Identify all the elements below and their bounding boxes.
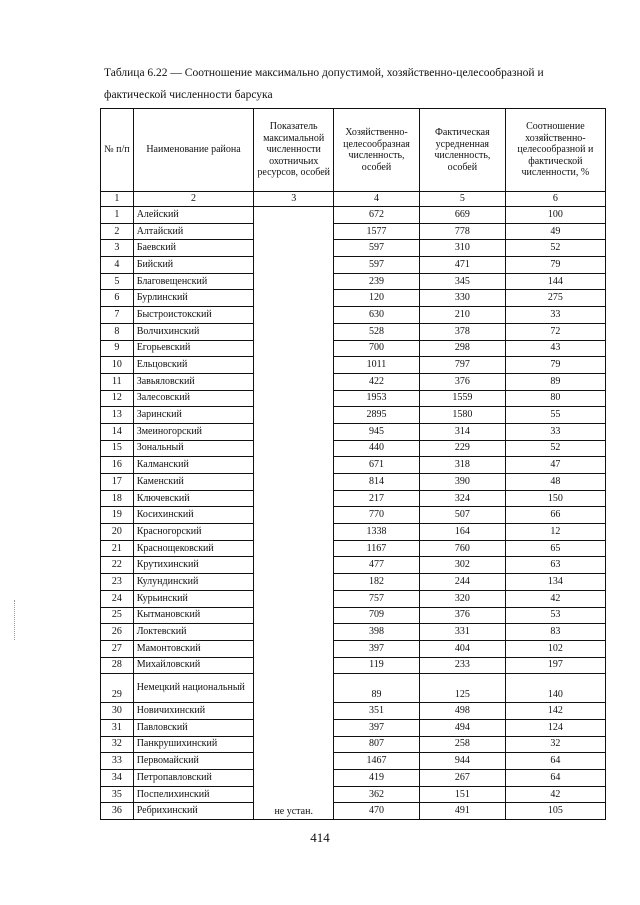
header-max: Показатель максимальной численности охотничьих ресурсов, особей: [254, 109, 334, 192]
fact-population-cell: 229: [419, 440, 505, 457]
district-name-cell: Ключевский: [133, 490, 254, 507]
district-name-cell: Волчихинский: [133, 323, 254, 340]
row-number-cell: 6: [101, 290, 134, 307]
econ-population-cell: 597: [334, 257, 420, 274]
district-name-cell: Немецкий национальный: [133, 674, 254, 703]
econ-population-cell: 757: [334, 590, 420, 607]
fact-population-cell: 376: [419, 607, 505, 624]
econ-population-cell: 1167: [334, 540, 420, 557]
district-name-cell: Первомайский: [133, 753, 254, 770]
table-row: [101, 507, 606, 524]
header-name: Наименование района: [133, 109, 254, 192]
table-row: [101, 257, 606, 274]
table-row: [101, 703, 606, 720]
econ-population-cell: 700: [334, 340, 420, 357]
fact-population-cell: 507: [419, 507, 505, 524]
fact-population-cell: 345: [419, 273, 505, 290]
econ-population-cell: 89: [334, 674, 420, 703]
table-row: [101, 407, 606, 424]
fact-population-cell: 760: [419, 540, 505, 557]
ratio-cell: 52: [505, 440, 605, 457]
row-number-cell: 36: [101, 803, 134, 820]
fact-population-cell: 471: [419, 257, 505, 274]
econ-population-cell: 419: [334, 770, 420, 787]
row-number-cell: 31: [101, 719, 134, 736]
row-number-cell: 17: [101, 474, 134, 491]
row-number-cell: 28: [101, 657, 134, 674]
table-row: [101, 423, 606, 440]
ratio-cell: 12: [505, 524, 605, 541]
district-name-cell: Калманский: [133, 457, 254, 474]
row-number-cell: 24: [101, 590, 134, 607]
district-name-cell: Заринский: [133, 407, 254, 424]
row-number-cell: 25: [101, 607, 134, 624]
ratio-cell: 79: [505, 257, 605, 274]
table-row: [101, 440, 606, 457]
row-number-cell: 30: [101, 703, 134, 720]
ratio-cell: 66: [505, 507, 605, 524]
ratio-cell: 32: [505, 736, 605, 753]
ratio-cell: 64: [505, 753, 605, 770]
row-number-cell: 14: [101, 423, 134, 440]
district-name-cell: Павловский: [133, 719, 254, 736]
row-number-cell: 34: [101, 770, 134, 787]
header-fact: Фактическая усредненная численность, особей: [419, 109, 505, 192]
row-number-cell: 3: [101, 240, 134, 257]
table-row: [101, 240, 606, 257]
econ-population-cell: 397: [334, 640, 420, 657]
table-row: [101, 457, 606, 474]
ratio-cell: 124: [505, 719, 605, 736]
district-name-cell: Михайловский: [133, 657, 254, 674]
econ-population-cell: 1011: [334, 357, 420, 374]
table-row: [101, 323, 606, 340]
table-row: [101, 223, 606, 240]
column-number: 2: [133, 192, 254, 207]
fact-population-cell: 330: [419, 290, 505, 307]
fact-population-cell: 233: [419, 657, 505, 674]
fact-population-cell: 491: [419, 803, 505, 820]
econ-population-cell: 528: [334, 323, 420, 340]
ratio-cell: 105: [505, 803, 605, 820]
header-num: № п/п: [101, 109, 134, 192]
ratio-cell: 33: [505, 423, 605, 440]
row-number-cell: 27: [101, 640, 134, 657]
table-row: [101, 770, 606, 787]
ratio-cell: 134: [505, 574, 605, 591]
column-number: 6: [505, 192, 605, 207]
ratio-cell: 64: [505, 770, 605, 787]
table-row: [101, 524, 606, 541]
ratio-cell: 33: [505, 307, 605, 324]
fact-population-cell: 669: [419, 207, 505, 224]
econ-population-cell: 120: [334, 290, 420, 307]
table-row: [101, 786, 606, 803]
table-caption: Таблица 6.22 — Соотношение максимально допустимой, хозяйственно-целесообразной и фактической численности барсука: [104, 67, 544, 101]
column-number-row: [101, 192, 606, 207]
district-name-cell: Локтевский: [133, 624, 254, 641]
ratio-cell: 63: [505, 557, 605, 574]
ratio-cell: 89: [505, 373, 605, 390]
row-number-cell: 15: [101, 440, 134, 457]
table-row: [101, 736, 606, 753]
econ-population-cell: 362: [334, 786, 420, 803]
column-number: 5: [419, 192, 505, 207]
row-number-cell: 10: [101, 357, 134, 374]
ratio-cell: 65: [505, 540, 605, 557]
column-number: 3: [254, 192, 334, 207]
column-number: 1: [101, 192, 134, 207]
district-name-cell: Панкрушихинский: [133, 736, 254, 753]
district-name-cell: Новичихинский: [133, 703, 254, 720]
district-name-cell: Зональный: [133, 440, 254, 457]
econ-population-cell: 672: [334, 207, 420, 224]
fact-population-cell: 378: [419, 323, 505, 340]
econ-population-cell: 217: [334, 490, 420, 507]
district-name-cell: Завьяловский: [133, 373, 254, 390]
fact-population-cell: 164: [419, 524, 505, 541]
max-population-cell: не устан.: [254, 207, 334, 820]
table-row: [101, 674, 606, 703]
econ-population-cell: 351: [334, 703, 420, 720]
fact-population-cell: 331: [419, 624, 505, 641]
econ-population-cell: 422: [334, 373, 420, 390]
row-number-cell: 16: [101, 457, 134, 474]
row-number-cell: 1: [101, 207, 134, 224]
table-row: [101, 803, 606, 820]
fact-population-cell: 797: [419, 357, 505, 374]
row-number-cell: 9: [101, 340, 134, 357]
district-name-cell: Крутихинский: [133, 557, 254, 574]
population-table: [100, 108, 606, 820]
district-name-cell: Мамонтовский: [133, 640, 254, 657]
row-number-cell: 23: [101, 574, 134, 591]
econ-population-cell: 398: [334, 624, 420, 641]
econ-population-cell: 182: [334, 574, 420, 591]
district-name-cell: Ельцовский: [133, 357, 254, 374]
table-row: [101, 357, 606, 374]
fact-population-cell: 390: [419, 474, 505, 491]
table-row: [101, 640, 606, 657]
fact-population-cell: 258: [419, 736, 505, 753]
table-row: [101, 373, 606, 390]
table-row: [101, 340, 606, 357]
district-name-cell: Благовещенский: [133, 273, 254, 290]
table-row: [101, 607, 606, 624]
page-number: 414: [310, 830, 330, 845]
ratio-cell: 53: [505, 607, 605, 624]
table-row: [101, 207, 606, 224]
row-number-cell: 5: [101, 273, 134, 290]
table-row: [101, 290, 606, 307]
row-number-cell: 18: [101, 490, 134, 507]
table-row: [101, 557, 606, 574]
ratio-cell: 102: [505, 640, 605, 657]
ratio-cell: 72: [505, 323, 605, 340]
ratio-cell: 142: [505, 703, 605, 720]
header-econ: Хозяйственно-целесообразная численность, особей: [334, 109, 420, 192]
fact-population-cell: 1559: [419, 390, 505, 407]
row-number-cell: 19: [101, 507, 134, 524]
econ-population-cell: 470: [334, 803, 420, 820]
district-name-cell: Баевский: [133, 240, 254, 257]
table-row: [101, 719, 606, 736]
econ-population-cell: 1338: [334, 524, 420, 541]
district-name-cell: Красногорский: [133, 524, 254, 541]
ratio-cell: 140: [505, 674, 605, 703]
table-row: [101, 474, 606, 491]
ratio-cell: 47: [505, 457, 605, 474]
ratio-cell: 49: [505, 223, 605, 240]
econ-population-cell: 239: [334, 273, 420, 290]
district-name-cell: Косихинский: [133, 507, 254, 524]
fact-population-cell: 314: [419, 423, 505, 440]
fact-population-cell: 778: [419, 223, 505, 240]
row-number-cell: 8: [101, 323, 134, 340]
district-name-cell: Змеиногорский: [133, 423, 254, 440]
fact-population-cell: 151: [419, 786, 505, 803]
district-name-cell: Залесовский: [133, 390, 254, 407]
ratio-cell: 197: [505, 657, 605, 674]
ratio-cell: 80: [505, 390, 605, 407]
fact-population-cell: 298: [419, 340, 505, 357]
econ-population-cell: 397: [334, 719, 420, 736]
ratio-cell: 42: [505, 590, 605, 607]
table-row: [101, 753, 606, 770]
econ-population-cell: 2895: [334, 407, 420, 424]
fact-population-cell: 324: [419, 490, 505, 507]
econ-population-cell: 119: [334, 657, 420, 674]
row-number-cell: 2: [101, 223, 134, 240]
econ-population-cell: 807: [334, 736, 420, 753]
margin-mark: [14, 600, 25, 640]
district-name-cell: Петропавловский: [133, 770, 254, 787]
econ-population-cell: 630: [334, 307, 420, 324]
district-name-cell: Алейский: [133, 207, 254, 224]
fact-population-cell: 244: [419, 574, 505, 591]
row-number-cell: 35: [101, 786, 134, 803]
table-row: [101, 590, 606, 607]
district-name-cell: Курьинский: [133, 590, 254, 607]
fact-population-cell: 320: [419, 590, 505, 607]
fact-population-cell: 302: [419, 557, 505, 574]
ratio-cell: 100: [505, 207, 605, 224]
table-row: [101, 540, 606, 557]
table-row: [101, 490, 606, 507]
row-number-cell: 11: [101, 373, 134, 390]
ratio-cell: 48: [505, 474, 605, 491]
row-number-cell: 21: [101, 540, 134, 557]
district-name-cell: Кулундинский: [133, 574, 254, 591]
row-number-cell: 4: [101, 257, 134, 274]
district-name-cell: Краснощековский: [133, 540, 254, 557]
econ-population-cell: 770: [334, 507, 420, 524]
district-name-cell: Бийский: [133, 257, 254, 274]
row-number-cell: 20: [101, 524, 134, 541]
table-row: [101, 624, 606, 641]
fact-population-cell: 404: [419, 640, 505, 657]
row-number-cell: 29: [101, 674, 134, 703]
table-header-row: [101, 109, 606, 192]
econ-population-cell: 1467: [334, 753, 420, 770]
econ-population-cell: 1953: [334, 390, 420, 407]
econ-population-cell: 945: [334, 423, 420, 440]
ratio-cell: 42: [505, 786, 605, 803]
fact-population-cell: 944: [419, 753, 505, 770]
ratio-cell: 43: [505, 340, 605, 357]
row-number-cell: 26: [101, 624, 134, 641]
econ-population-cell: 709: [334, 607, 420, 624]
ratio-cell: 150: [505, 490, 605, 507]
econ-population-cell: 597: [334, 240, 420, 257]
row-number-cell: 32: [101, 736, 134, 753]
econ-population-cell: 814: [334, 474, 420, 491]
district-name-cell: Ребрихинский: [133, 803, 254, 820]
ratio-cell: 144: [505, 273, 605, 290]
ratio-cell: 55: [505, 407, 605, 424]
header-ratio: Соотношение хозяйственно-целесообразной и фактической численности, %: [505, 109, 605, 192]
fact-population-cell: 376: [419, 373, 505, 390]
econ-population-cell: 440: [334, 440, 420, 457]
econ-population-cell: 477: [334, 557, 420, 574]
district-name-cell: Алтайский: [133, 223, 254, 240]
ratio-cell: 79: [505, 357, 605, 374]
table-row: [101, 307, 606, 324]
row-number-cell: 13: [101, 407, 134, 424]
district-name-cell: Поспелихинский: [133, 786, 254, 803]
fact-population-cell: 318: [419, 457, 505, 474]
row-number-cell: 33: [101, 753, 134, 770]
column-number: 4: [334, 192, 420, 207]
ratio-cell: 83: [505, 624, 605, 641]
district-name-cell: Каменский: [133, 474, 254, 491]
table-row: [101, 574, 606, 591]
table-row: [101, 390, 606, 407]
fact-population-cell: 1580: [419, 407, 505, 424]
district-name-cell: Быстроистокский: [133, 307, 254, 324]
econ-population-cell: 1577: [334, 223, 420, 240]
econ-population-cell: 671: [334, 457, 420, 474]
ratio-cell: 52: [505, 240, 605, 257]
fact-population-cell: 267: [419, 770, 505, 787]
ratio-cell: 275: [505, 290, 605, 307]
district-name-cell: Бурлинский: [133, 290, 254, 307]
row-number-cell: 22: [101, 557, 134, 574]
row-number-cell: 7: [101, 307, 134, 324]
fact-population-cell: 498: [419, 703, 505, 720]
fact-population-cell: 494: [419, 719, 505, 736]
district-name-cell: Егорьевский: [133, 340, 254, 357]
table-row: [101, 273, 606, 290]
fact-population-cell: 210: [419, 307, 505, 324]
table-row: [101, 657, 606, 674]
district-name-cell: Кытмановский: [133, 607, 254, 624]
row-number-cell: 12: [101, 390, 134, 407]
fact-population-cell: 310: [419, 240, 505, 257]
fact-population-cell: 125: [419, 674, 505, 703]
